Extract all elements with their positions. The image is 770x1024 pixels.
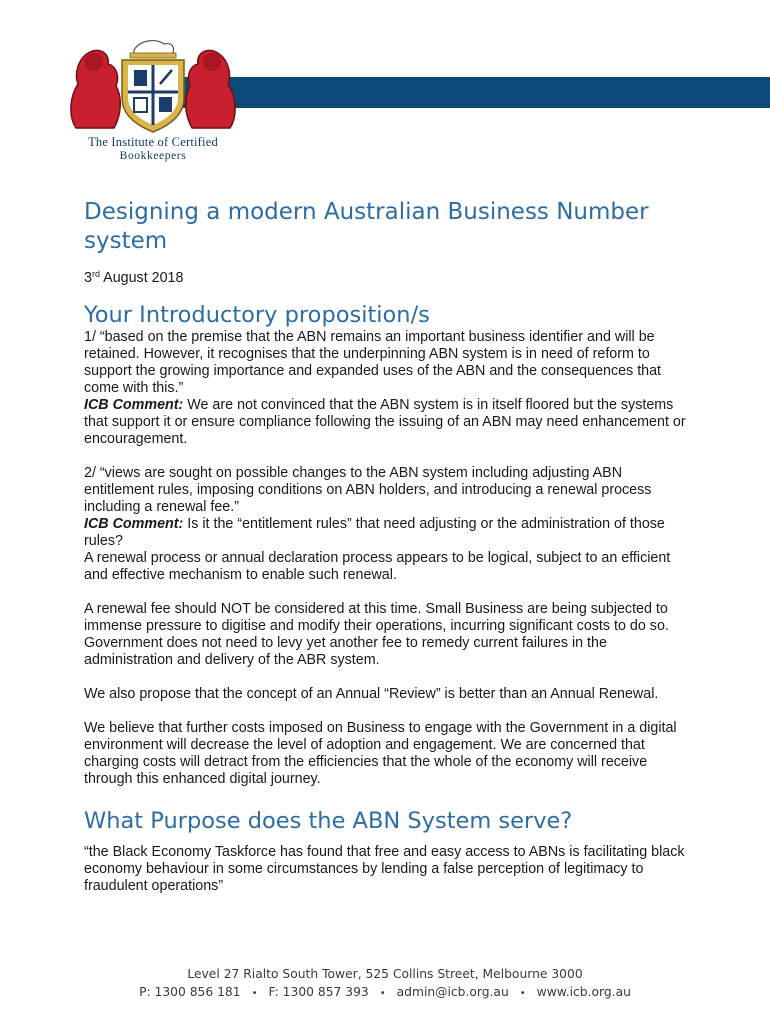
footer-email-link[interactable]: admin@icb.org.au bbox=[396, 985, 509, 999]
comment-text: Is it the “entitlement rules” that need adjusting or the administration of those rules? bbox=[84, 516, 665, 549]
page-footer bbox=[0, 965, 770, 1003]
comment-text: We are not convinced that the ABN system is in itself floored but the systems that support it or ensure compliance following the issuing of an ABN may need enhancement or encouragement. bbox=[84, 397, 686, 447]
paragraph-black-economy-quote: “the Black Economy Taskforce has found that free and easy access to ABNs is facilitating black economy behaviour in some circumstances by lending a false perception of legitimacy to fraudulent operations” bbox=[84, 844, 685, 894]
footer-separator: • bbox=[251, 988, 258, 999]
icb-comment-1 bbox=[84, 397, 694, 448]
proposition-1: 1/ “based on the premise that the ABN remains an important business identifier and will be retained. However, it recognises that the underpinning ABN system is in need of reform to support the growing importance and expanded uses of the ABN and the consequences that come with this.” bbox=[84, 329, 662, 396]
footer-address: Level 27 Rialto South Tower, 525 Collins Street, Melbourne 3000 bbox=[187, 967, 583, 981]
footer-website-link[interactable]: www.icb.org.au bbox=[536, 985, 631, 999]
comment-label: ICB Comment: bbox=[84, 516, 184, 532]
org-name-line1: The Institute of Certified bbox=[88, 135, 218, 149]
document-date bbox=[84, 270, 694, 287]
footer-separator: • bbox=[379, 988, 386, 999]
coat-of-arms-icon bbox=[64, 36, 242, 134]
section-heading-introductory: Your Introductory proposition/s bbox=[84, 302, 430, 328]
footer-phone: P: 1300 856 181 bbox=[139, 985, 241, 999]
paragraph-annual-review: We also propose that the concept of an Annual “Review” is better than an Annual Renewal. bbox=[84, 686, 659, 702]
date-day: 3 bbox=[84, 270, 92, 286]
section-heading-purpose: What Purpose does the ABN System serve? bbox=[84, 808, 573, 834]
org-name bbox=[58, 135, 248, 163]
header-band bbox=[160, 77, 770, 108]
paragraph-renewal-process: A renewal process or annual declaration process appears to be logical, subject to an efficient and effective mechanism to enable such renewal. bbox=[84, 550, 671, 583]
document-body bbox=[84, 198, 694, 895]
footer-separator: • bbox=[519, 988, 526, 999]
paragraph-renewal-fee: A renewal fee should NOT be considered at this time. Small Business are being subjected to immense pressure to digitise and modify their operations, incurring significant costs to do so. Government does not need to levy yet another fee to remedy current failures in the administration and delivery of the ABR system. bbox=[84, 601, 669, 668]
icb-comment-2 bbox=[84, 516, 694, 550]
date-suffix: rd bbox=[91, 269, 100, 279]
org-name-line2: Bookkeepers bbox=[119, 150, 187, 162]
paragraph-further-costs: We believe that further costs imposed on Business to engage with the Government in a digital environment will decrease the level of adoption and engagement. We are concerned that charging costs will detract from the efficiencies that the whole of the economy will receive through this enhanced digital journey. bbox=[84, 720, 677, 787]
document-title: Designing a modern Australian Business Number system bbox=[84, 199, 649, 254]
footer-fax: F: 1300 857 393 bbox=[268, 985, 369, 999]
comment-label: ICB Comment: bbox=[84, 397, 184, 413]
date-month-year: August 2018 bbox=[99, 270, 184, 286]
proposition-2: 2/ “views are sought on possible changes to the ABN system including adjusting ABN entitlement rules, imposing conditions on ABN holders, and introducing a renewal process including a renewal fee.” bbox=[84, 465, 652, 515]
footer-contacts bbox=[0, 983, 770, 1003]
icb-logo bbox=[58, 36, 248, 164]
